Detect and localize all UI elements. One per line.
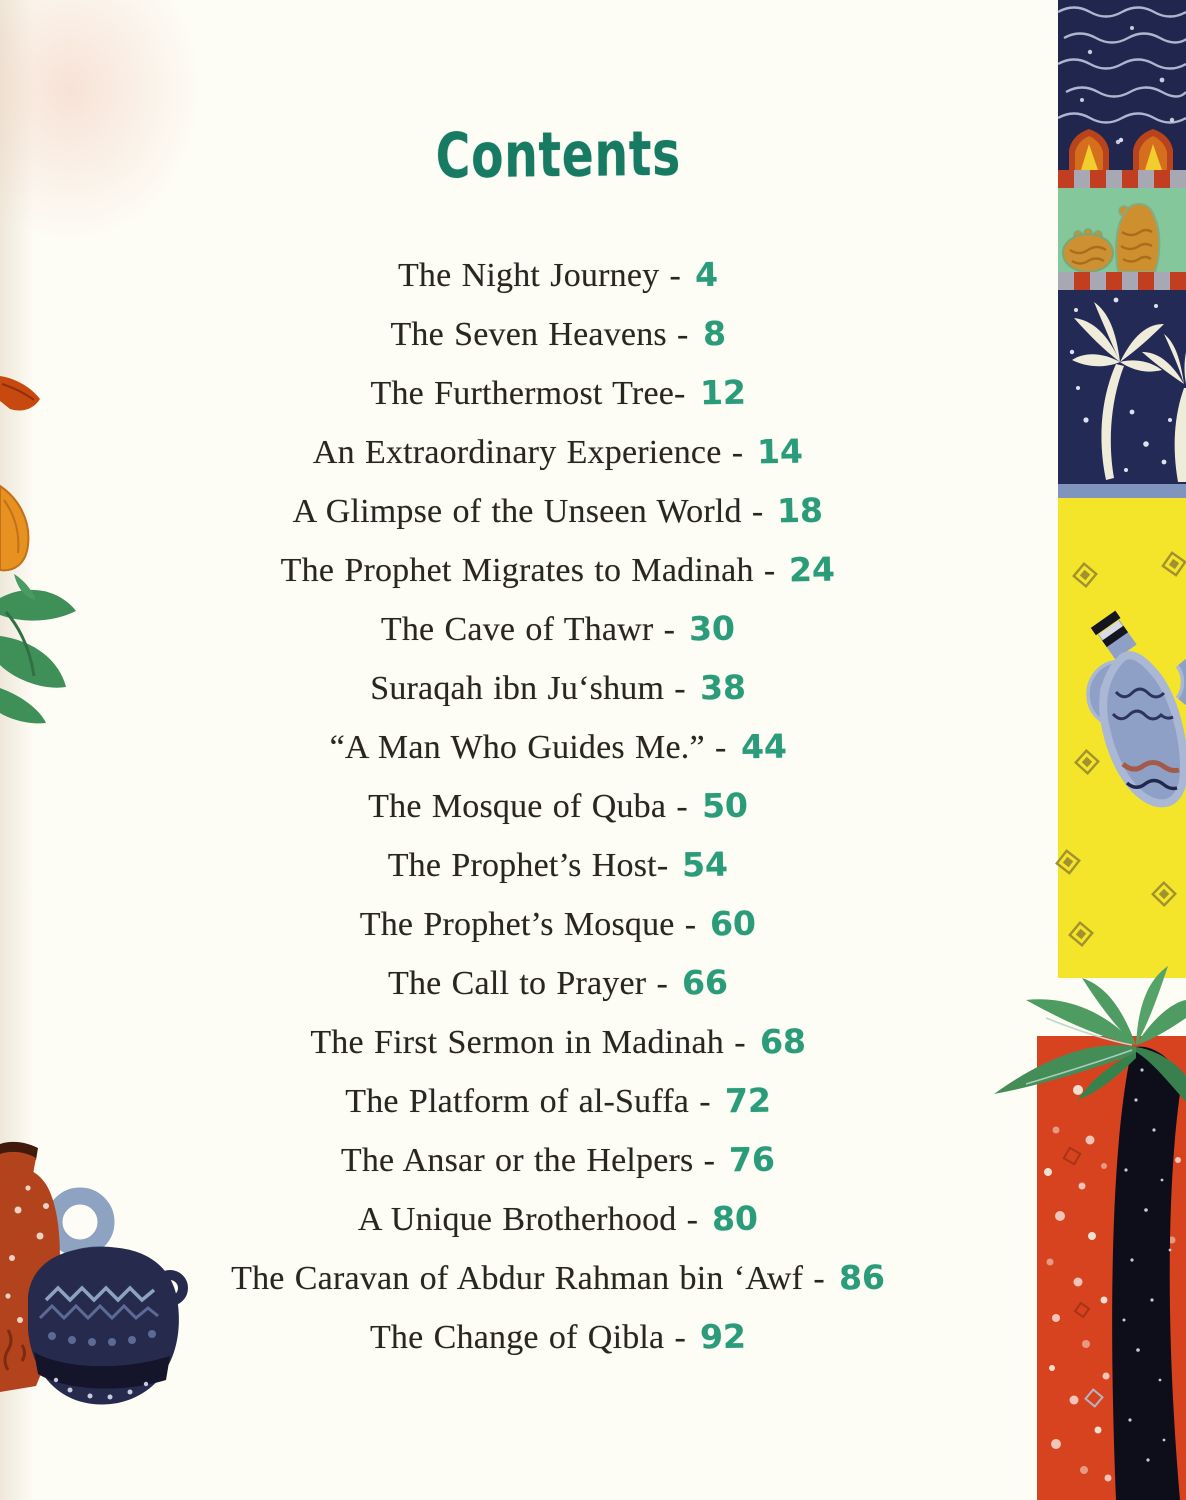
- toc-entry: [0, 1189, 1116, 1248]
- title-block: [0, 118, 1116, 191]
- toc-entry-label: The Prophet Migrates to Madinah -: [280, 552, 776, 589]
- toc-entry-label: The Furthermost Tree-: [370, 375, 686, 412]
- toc-entry-page-number: 76: [728, 1139, 776, 1180]
- toc-entry-label: The First Sermon in Madinah -: [310, 1024, 746, 1061]
- orange-jar-right: [1116, 204, 1159, 272]
- toc-entry-page-number: 68: [759, 1021, 807, 1062]
- toc-entry-label: “A Man Who Guides Me.” -: [329, 729, 727, 766]
- toc-entry-label: The Cave of Thawr -: [380, 611, 676, 648]
- toc-entry: [0, 658, 1116, 717]
- toc-entry-page-number: 24: [789, 549, 836, 590]
- toc-entry: [0, 304, 1116, 363]
- white-palm-tree: [1142, 334, 1186, 482]
- toc-entry-page-number: 38: [699, 667, 747, 708]
- toc-entry: [0, 1307, 1116, 1366]
- toc-entry-page-number: 60: [709, 903, 757, 944]
- toc-entry-page-number: 72: [724, 1080, 772, 1121]
- toc-entry-label: The Call to Prayer -: [388, 965, 669, 1002]
- contents-title: Contents: [435, 116, 681, 193]
- toc-entry-label: The Prophet’s Host-: [387, 847, 669, 884]
- toc-entry-label: The Seven Heavens -: [390, 316, 689, 353]
- toc-entry-label: A Unique Brotherhood -: [357, 1201, 699, 1238]
- palm-trunk: [1112, 1047, 1182, 1500]
- toc-entry-page-number: 80: [711, 1198, 759, 1239]
- toc-entry-page-number: 12: [699, 372, 746, 413]
- toc-entry: [0, 1248, 1116, 1307]
- toc-entry: [0, 245, 1116, 304]
- toc-entry-label: The Prophet’s Mosque -: [359, 906, 697, 943]
- toc-entry-label: The Mosque of Quba -: [368, 788, 688, 825]
- toc-entry: [0, 835, 1116, 894]
- toc-entry-page-number: 4: [694, 254, 719, 295]
- toc-entry: [0, 363, 1116, 422]
- toc-entry-page-number: 50: [701, 785, 749, 826]
- toc-entry-page-number: 54: [682, 844, 729, 885]
- toc-entry: [0, 717, 1116, 776]
- toc-entry: [0, 894, 1116, 953]
- toc-entry-page-number: 18: [777, 490, 824, 531]
- toc-entry: [0, 1130, 1116, 1189]
- toc-entry-label: The Change of Qibla -: [369, 1319, 687, 1356]
- toc-entry: [0, 481, 1116, 540]
- toc-entry-page-number: 92: [699, 1316, 747, 1357]
- toc-entry-page-number: 86: [838, 1257, 886, 1298]
- toc-entry-label: An Extraordinary Experience -: [312, 434, 744, 471]
- toc-entry-page-number: 66: [681, 962, 729, 1003]
- toc-entry: [0, 776, 1116, 835]
- toc-entry-label: Suraqah ibn Ju‘shum -: [370, 670, 686, 707]
- table-of-contents: [0, 245, 1116, 1366]
- toc-entry-page-number: 14: [756, 431, 804, 472]
- toc-entry-page-number: 8: [702, 313, 726, 354]
- toc-entry: [0, 1071, 1116, 1130]
- toc-entry: [0, 953, 1116, 1012]
- toc-entry-page-number: 30: [688, 608, 736, 649]
- toc-entry: [0, 1012, 1116, 1071]
- toc-entry-page-number: 44: [740, 726, 787, 767]
- toc-entry-label: The Ansar or the Helpers -: [340, 1142, 716, 1179]
- toc-entry-label: The Night Journey -: [397, 257, 682, 294]
- toc-entry: [0, 599, 1116, 658]
- toc-entry-label: The Platform of al-Suffa -: [345, 1083, 711, 1120]
- toc-entry-label: The Caravan of Abdur Rahman bin ‘Awf -: [231, 1260, 825, 1297]
- toc-entry-label: A Glimpse of the Unseen World -: [292, 493, 764, 530]
- toc-entry: [0, 422, 1116, 481]
- toc-entry: [0, 540, 1116, 599]
